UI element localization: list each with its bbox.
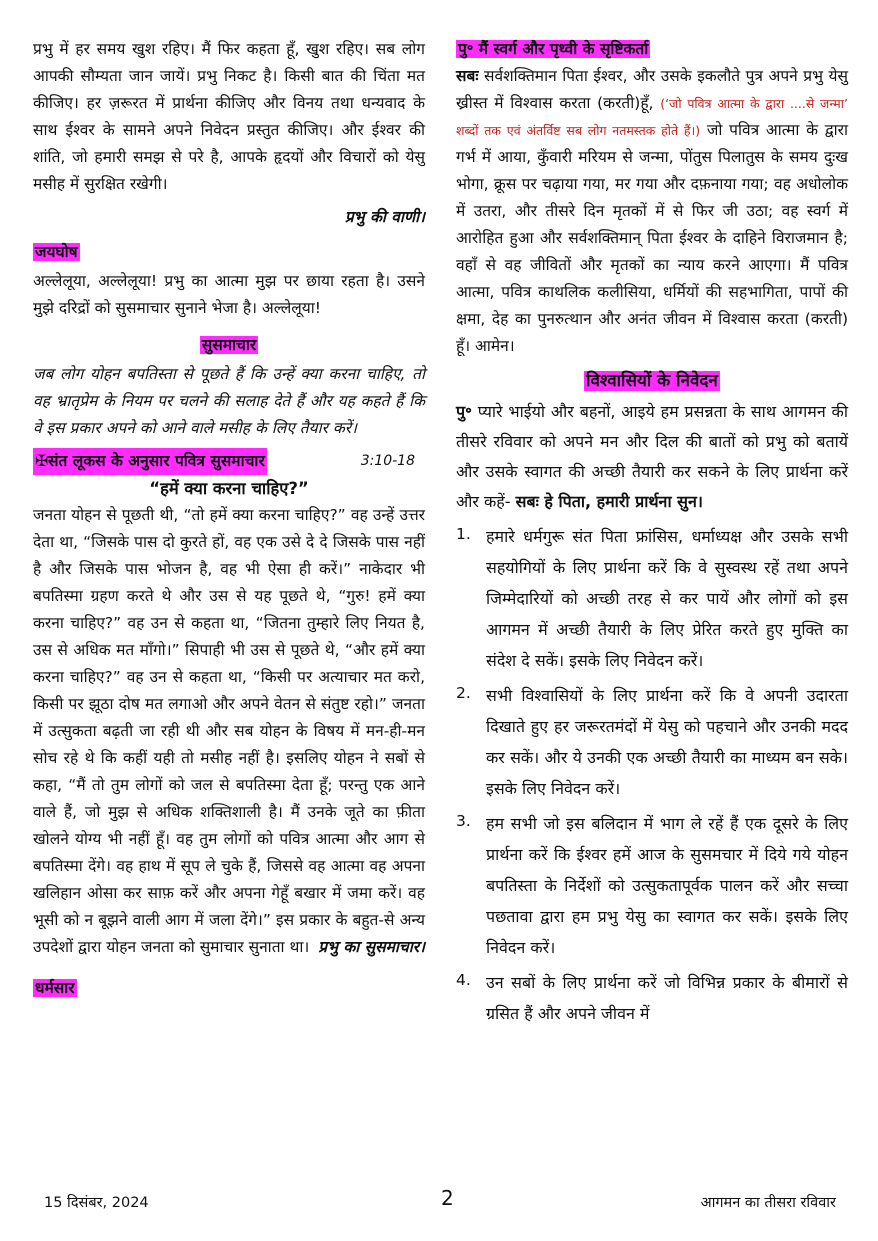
second-reading-ending: प्रभु में हर समय खुश रहिए। मैं फिर कहता हूँ, खुश रहिए। सब लोग आपकी सौम्यता जान जायें। प्रभु निकट है। किसी बात की चिंता मत कीजिए। हर ज़रूरत में प्रार्थना कीजिए और विनय तथा धन्यवाद के साथ ईश्वर के सामने अपने निवेदन प्रस्तुत कीजिए। और ईश्वर की शांति, जो हमारी समझ से परे है, आपके हृदयों और विचारों को येसु मसीह में सुरक्षित रखेगी।: [33, 40, 425, 193]
gospel-source-row: [33, 448, 425, 475]
right-column: [456, 36, 848, 1029]
acclamation-heading-wrap: [33, 239, 425, 266]
gospel-closing: प्रभु का सुसमाचार।: [318, 938, 425, 956]
prayers-response: सबः हे पिता, हमारी प्रार्थना सुन।: [515, 492, 703, 511]
petition-item: [456, 967, 848, 1029]
creed-text-2: जो पवित्र आत्मा के द्वारा गर्भ में आया, कुँवारी मरियम से जन्मा, पोंतुस पिलातुस के समय दुःख भोगा, क्रूस पर चढ़ाया गया, मर गया और दफ़नाया गया; वह अधोलोक में उतरा, और तीसरे दिन मृतकों में से फिर जी उठा; वह स्वर्ग में आरोहित हुआ और सर्वशक्तिमान् पिता ईश्वर के दाहिने विराजमान है; वहाँ से वह जीवितों और मृतकों का न्याय करने आएगा। मैं पवित्र आत्मा, पवित्र काथलिक कलीसिया, धर्मियों की सहभागिता, पापों की क्षमा, देह का पुनरुत्थान और अनंत जीवन में विश्वास करता (करती) हूँ। आमेन।: [456, 121, 848, 355]
gospel-reference: 3:10-18: [360, 453, 415, 469]
homily-heading: धर्मसार: [35, 979, 75, 997]
petition-number: 3.: [456, 812, 471, 830]
footer-date: 15 दिसंबर, 2024: [44, 1195, 149, 1211]
petition-number: 4.: [456, 971, 471, 989]
petition-text: सभी विश्वासियों के लिए प्रार्थना करें कि वे अपनी उदारता दिखाते हुए हर जरूरतमंदों में येसु को पहचाने और उनकी मदद कर सकें। और ये उनकी एक अच्छी तैयारी का माध्यम बन सके। इसके लिए निवेदन करें।: [486, 686, 848, 798]
creed-text-1: सर्वशक्तिमान पिता ईश्वर, और उसके इकलौते पुत्र अपने प्रभु येसु ख्रीस्त में विश्वास करता (करती)हूँ,: [456, 67, 848, 112]
prayers-heading-wrap: [456, 368, 848, 395]
footer-title: आगमन का तीसरा रविवार: [700, 1195, 836, 1211]
gospel-heading-wrap: [33, 332, 425, 359]
petition-item: [456, 680, 848, 804]
petition-text: हम सभी जो इस बलिदान में भाग ले रहें हैं एक दूसरे के लिए प्रार्थना करें कि ईश्वर हमें आज के सुसमचार में दिये गये योहन बपतिस्ता के निर्देशों को उत्सुकतापूर्वक पालन करें और सच्चा पछतावा द्वारा हम प्रभु येसु का स्वागत कर सकें। इसके लिए निवेदन करें।: [486, 814, 848, 957]
gospel-source: ✠संत लूकस के अनुसार पवित्र सुसमाचार: [33, 448, 267, 475]
petition-text: उन सबों के लिए प्रार्थना करें जो विभिन्न प्रकार के बीमारों से ग्रसित हैं और अपने जीवन में: [486, 973, 848, 1023]
petition-number: 1.: [456, 525, 471, 543]
petition-item: [456, 521, 848, 676]
creed-heading: पु॰ मैं स्वर्ग और पृथ्वी के सृष्टिकर्ता: [458, 40, 649, 58]
gospel-text: जनता योहन से पूछती थी, “तो हमें क्या करना चाहिए?” वह उन्हें उत्तर देता था, “जिसके पास दो कुरते हों, वह एक उसे दे दे जिसके पास नहीं है और जिसके पास भोजन है, वह भी ऐसा ही करें।” नाकेदार भी बपतिस्मा ग्रहण करते थे और उस से यह पूछते थे, “गुरु! हमें क्या करना चाहिए?” वह उन से कहता था, “जितना तुम्हारे लिए नियत है, उस से अधिक मत माँगो।” सिपाही भी उस से पूछते थे, “और हमें क्या करना चाहिए?” वह उन से कहता था, “किसी पर अत्याचार मत करो, किसी पर झूठा दोष मत लगाओ और अपने वेतन से संतुष्ट रहो।” जनता में उत्सुकता बढ़ती जा रही थी और सब योहन के विषय में मन-ही-मन सोच रहे थे कि कहीं यही तो मसीह नहीं है। इसलिए योहन ने सबों से कहा, “मैं तो तुम लोगों को जल से बपतिस्मा देता हूँ; परन्तु एक आने वाले हैं, जो मुझ से अधिक शक्तिशाली है। मैं उनके जूते का फ़ीता खोलने योग्य भी नहीं हूँ। वह तुम लोगों को पवित्र आत्मा और आग से बपतिस्मा देंगे। वह हाथ में सूप ले चुके हैं, जिससे वह आत्मा वह अपना खलिहान ओसा कर साफ़ करें और अपना गेहूँ बखार में जमा करें। वह भूसी को न बूझने वाली आग में जला देंगे।” इस प्रकार के बहुत-से अन्य उपदेशों द्वारा योहन जनता को सुमाचार सुनाता था।: [33, 506, 425, 956]
petition-number: 2.: [456, 684, 471, 702]
acclamation-text: अल्लेलूया, अल्लेलूया! प्रभु का आत्मा मुझ पर छाया रहता है। उसने मुझे दरिद्रों को सुसमाचार सुनाने भेजा है। अल्लेलूया!: [33, 272, 425, 317]
gospel-intro: जब लोग योहन बपतिस्ता से पूछते हैं कि उन्हें क्या करना चाहिए, तो वह भ्रातृप्रेम के नियम पर चलने की सलाह देते हैं और यह कहते हैं कि वे इस प्रकार अपने को आने वाले मसीह के लिए तैयार करें।: [33, 365, 425, 437]
creed-heading-wrap: [456, 36, 848, 63]
prayers-intro: प्यारे भाईयो और बहनों, आइये हम प्रसन्नता के साथ आगमन की तीसरे रविवार को अपने मन और दिल की बातों को प्रभु को बतायें और उसके स्वागत की अच्छी तैयारी कर सकने के लिए प्रार्थना करें और कहें-: [456, 402, 848, 511]
petition-text: हमारे धर्मगुरू संत पिता फ्रांसिस, धर्माध्यक्ष और उसके सभी सहयोगियों के लिए प्रार्थना करें कि वे सुस्वस्थ रहें तथा अपने जिम्मेदारियों को अच्छी तरह से कर पायें और लोगों को इस आगमन में अच्छी तैयारी के लिए प्रेरित करते हुए मुक्ति का संदेश दे सकें। इसके लिए निवेदन करें।: [486, 527, 848, 670]
page-number: 2: [441, 1186, 454, 1210]
creed-paragraph: [456, 63, 848, 360]
reading-closing: प्रभु की वाणी।: [344, 208, 425, 226]
petition-item: [456, 808, 848, 963]
creed-rubric: (‘जो पवित्र आत्मा के द्वारा ....से जन्मा’ शब्दों तक एवं अंतर्विष्ट सब लोग नतमस्तक होते हैं।): [456, 96, 848, 138]
creed-all-label: सबः: [456, 67, 479, 85]
left-column: [33, 36, 425, 1004]
acclamation-heading: जयघोष: [35, 243, 78, 261]
gospel-title: “हमें क्या करना चाहिए?”: [149, 479, 309, 498]
homily-heading-wrap: [33, 975, 425, 1002]
gospel-heading: सुसमाचार: [201, 336, 257, 354]
prayers-intro-paragraph: [456, 397, 848, 517]
prayers-priest-label: पु॰: [456, 402, 472, 421]
prayers-heading: विश्वासियों के निवेदन: [586, 371, 718, 391]
